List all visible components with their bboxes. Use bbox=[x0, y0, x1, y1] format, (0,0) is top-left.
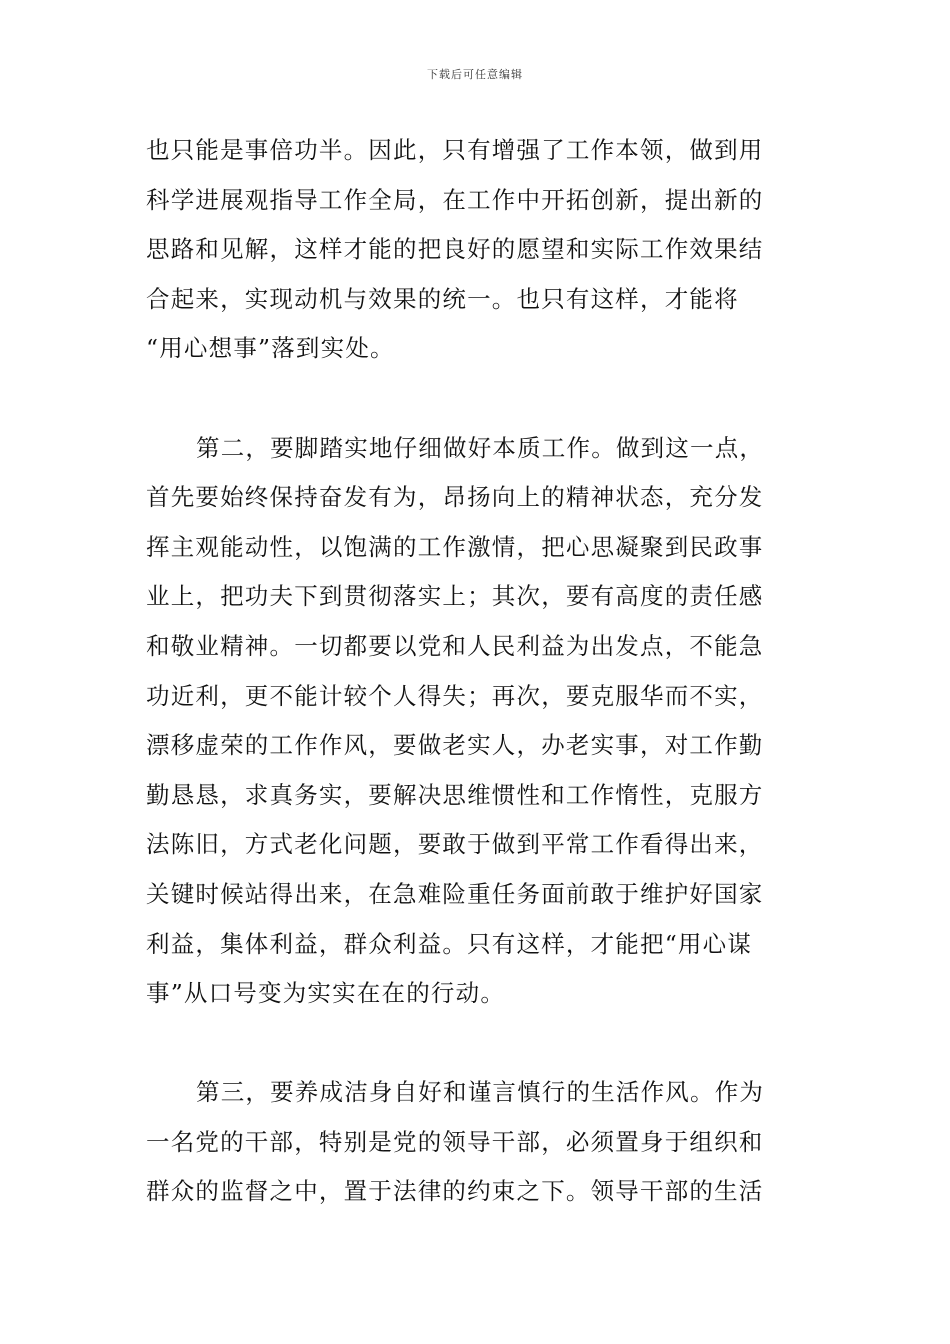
paragraph-2 bbox=[146, 424, 806, 1019]
text-line: “用心想事”落到实处。 bbox=[146, 334, 395, 363]
text-line: 也只能是事倍功半。因此，只有增强了工作本领，做到用 bbox=[146, 136, 764, 164]
text-line: 首先要始终保持奋发有为，昂扬向上的精神状态，充分发 bbox=[146, 483, 764, 512]
text-line: 法陈旧，方式老化问题，要敢于做到平常工作看得出来， bbox=[146, 830, 764, 859]
text-line: 合起来，实现动机与效果的统一。也只有这样，才能将 bbox=[146, 284, 739, 313]
text-line: 关键时候站得出来，在急难险重任务面前敢于维护好国家 bbox=[146, 879, 764, 908]
text-line: 漂移虚荣的工作作风，要做老实人，办老实事，对工作勤 bbox=[146, 731, 764, 760]
page-header: 下载后可任意编辑 bbox=[427, 68, 523, 81]
text-line: 业上，把功夫下到贯彻落实上；其次，要有高度的责任感 bbox=[146, 582, 764, 611]
document-body bbox=[146, 126, 806, 1217]
text-line: 利益，集体利益，群众利益。只有这样，才能把“用心谋 bbox=[146, 929, 753, 958]
text-line: 第二，要脚踏实地仔细做好本质工作。做到这一点， bbox=[196, 433, 765, 462]
paragraph-gap bbox=[146, 374, 806, 424]
text-line: 思路和见解，这样才能的把良好的愿望和实际工作效果结 bbox=[146, 235, 764, 264]
text-line: 功近利，更不能计较个人得失；再次，要克服华而不实， bbox=[146, 681, 764, 710]
paragraph-3 bbox=[146, 1068, 806, 1217]
text-line: 科学进展观指导工作全局，在工作中开拓创新，提出新的 bbox=[146, 185, 764, 214]
paragraph-1 bbox=[146, 126, 806, 374]
text-line: 群众的监督之中，置于法律的约束之下。领导干部的生活 bbox=[146, 1177, 764, 1206]
paragraph-gap bbox=[146, 1019, 806, 1069]
text-line: 和敬业精神。一切都要以党和人民利益为出发点，不能急 bbox=[146, 631, 764, 660]
text-line: 挥主观能动性，以饱满的工作激情，把心思凝聚到民政事 bbox=[146, 532, 764, 561]
text-line: 勤恳恳，求真务实，要解决思维惯性和工作惰性，克服方 bbox=[146, 780, 764, 809]
text-line: 第三，要养成洁身自好和谨言慎行的生活作风。作为 bbox=[196, 1078, 765, 1107]
text-line: 一名党的干部，特别是党的领导干部，必须置身于组织和 bbox=[146, 1127, 764, 1156]
text-line: 事”从口号变为实实在在的行动。 bbox=[146, 979, 506, 1008]
